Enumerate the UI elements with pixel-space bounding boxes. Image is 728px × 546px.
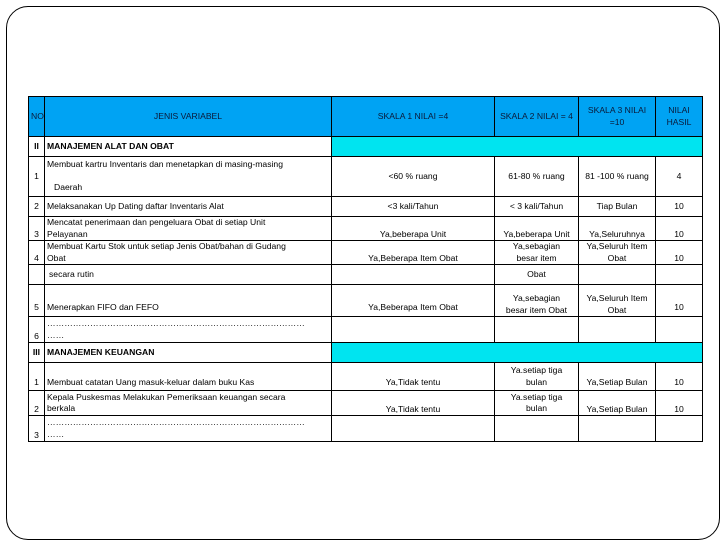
variable-cell: Menerapkan FIFO dan FEFO [45,285,332,317]
skala3-cell [579,317,656,343]
row-number: 3 [29,217,45,241]
nilai-cell [656,416,703,442]
skala2-line: bulan [525,403,548,413]
variable-cell [45,391,332,416]
skala3-cell [579,416,656,442]
nilai-cell [656,265,703,285]
nilai-cell: 4 [656,157,703,197]
skala3-cell: Tiap Bulan [579,197,656,217]
table-row [29,317,703,343]
variable-line: Daerah [54,182,83,193]
nilai-cell: 10 [656,197,703,217]
variable-cell: secara rutin [45,265,332,285]
section-band [332,343,703,363]
header-row [29,97,703,137]
skala1-cell: Ya,Beberapa Item Obat [332,241,495,265]
placeholder-line: …… [47,428,65,439]
variable-cell [45,416,332,442]
col-skala2-header: SKALA 2 NILAI = 4 [495,97,579,137]
variable-line: Membuat kartru Inventaris dan menetapkan di masing-masing [47,159,283,170]
table-row [29,363,703,391]
section-number: II [29,137,45,157]
skala2-line: Ya.setiap tiga [510,391,563,402]
variable-line: Pelayanan [47,228,88,239]
skala3-line: Ya,Seluruh Item [586,241,648,251]
variable-cell [45,217,332,241]
row-number: 1 [29,363,45,391]
skala2-cell: 61-80 % ruang [495,157,579,197]
table-row [29,241,703,265]
row-number: 6 [29,317,45,343]
skala1-cell: Ya,Tidak tentu [332,363,495,391]
skala3-line: Obat [607,252,627,263]
skala2-cell [495,285,579,317]
skala3-cell: 81 -100 % ruang [579,157,656,197]
skala2-line: Ya.setiap tiga [510,365,563,375]
section-band [332,137,703,157]
col-nilai-header [656,97,703,137]
col-no-header: NO [29,97,45,137]
assessment-table [28,96,703,442]
col-skala3-header [579,97,656,137]
nilai-cell: 10 [656,363,703,391]
section-row [29,343,703,363]
section-row [29,137,703,157]
variable-cell: Melaksanakan Up Dating daftar Inventaris Alat [45,197,332,217]
section-title: MANAJEMEN KEUANGAN [45,343,332,363]
row-number [29,265,45,285]
row-number: 1 [29,157,45,197]
skala2-line: besar item Obat [505,304,568,315]
placeholder-line: …… [47,329,65,340]
nilai-cell: 10 [656,391,703,416]
skala1-cell [332,265,495,285]
variable-line: Membuat Kartu Stok untuk setiap Jenis Obat/bahan di Gudang [47,241,286,251]
variable-line: berkala [47,403,76,413]
row-number: 5 [29,285,45,317]
skala1-cell: Ya,beberapa Unit [332,217,495,241]
skala3-header-line2: =10 [609,116,625,127]
skala3-cell [579,265,656,285]
nilai-cell: 10 [656,285,703,317]
table-row [29,391,703,416]
skala2-line: Ya,sebagian [512,241,561,251]
skala2-cell: < 3 kali/Tahun [495,197,579,217]
skala3-cell [579,241,656,265]
variable-line: Kepala Puskesmas Melakukan Pemeriksaan keuangan secara [47,391,286,402]
skala1-cell: Ya,Beberapa Item Obat [332,285,495,317]
skala2-line: bulan [525,376,548,387]
skala2-cell: Obat [495,265,579,285]
variable-line: Mencatat penerimaan dan pengeluara Obat di setiap Unit [47,217,266,227]
nilai-cell [656,317,703,343]
section-number: III [29,343,45,363]
variable-cell: Membuat catatan Uang masuk-keluar dalam buku Kas [45,363,332,391]
table-row [29,157,703,197]
skala2-cell [495,416,579,442]
skala3-cell [579,285,656,317]
placeholder-line: ……………………………………………………………………………… [47,417,305,427]
table-row [29,217,703,241]
skala3-cell: Ya,Seluruhnya [579,217,656,241]
skala3-line: Obat [607,304,627,315]
variable-cell [45,317,332,343]
variable-cell [45,241,332,265]
skala3-cell: Ya,Setiap Bulan [579,363,656,391]
skala3-cell: Ya,Setiap Bulan [579,391,656,416]
skala1-cell: Ya,Tidak tentu [332,391,495,416]
section-title: MANAJEMEN ALAT DAN OBAT [45,137,332,157]
nilai-cell: 10 [656,241,703,265]
table-row [29,197,703,217]
variable-cell [45,157,332,197]
nilai-cell: 10 [656,217,703,241]
nilai-header-line1: NILAI [668,105,690,115]
nilai-header-line2: HASIL [666,116,692,127]
table-row [29,285,703,317]
skala1-cell [332,317,495,343]
col-skala1-header: SKALA 1 NILAI =4 [332,97,495,137]
skala3-line: Ya,Seluruh Item [586,293,648,303]
skala2-cell [495,241,579,265]
row-number: 2 [29,197,45,217]
skala2-cell [495,317,579,343]
skala1-cell: <60 % ruang [332,157,495,197]
skala1-cell: <3 kali/Tahun [332,197,495,217]
col-jenis-header: JENIS VARIABEL [45,97,332,137]
skala2-cell: Ya,beberapa Unit [495,217,579,241]
placeholder-line: ……………………………………………………………………………… [47,318,305,328]
row-number: 4 [29,241,45,265]
variable-line: Obat [47,252,66,263]
skala2-line: Ya,sebagian [512,293,561,303]
row-number: 2 [29,391,45,416]
skala1-cell [332,416,495,442]
skala2-cell [495,363,579,391]
skala2-line: besar item [516,252,557,263]
row-number: 3 [29,416,45,442]
skala2-cell [495,391,579,416]
skala3-header-line1: SKALA 3 NILAI [587,105,647,115]
table-row [29,265,703,285]
table-row [29,416,703,442]
